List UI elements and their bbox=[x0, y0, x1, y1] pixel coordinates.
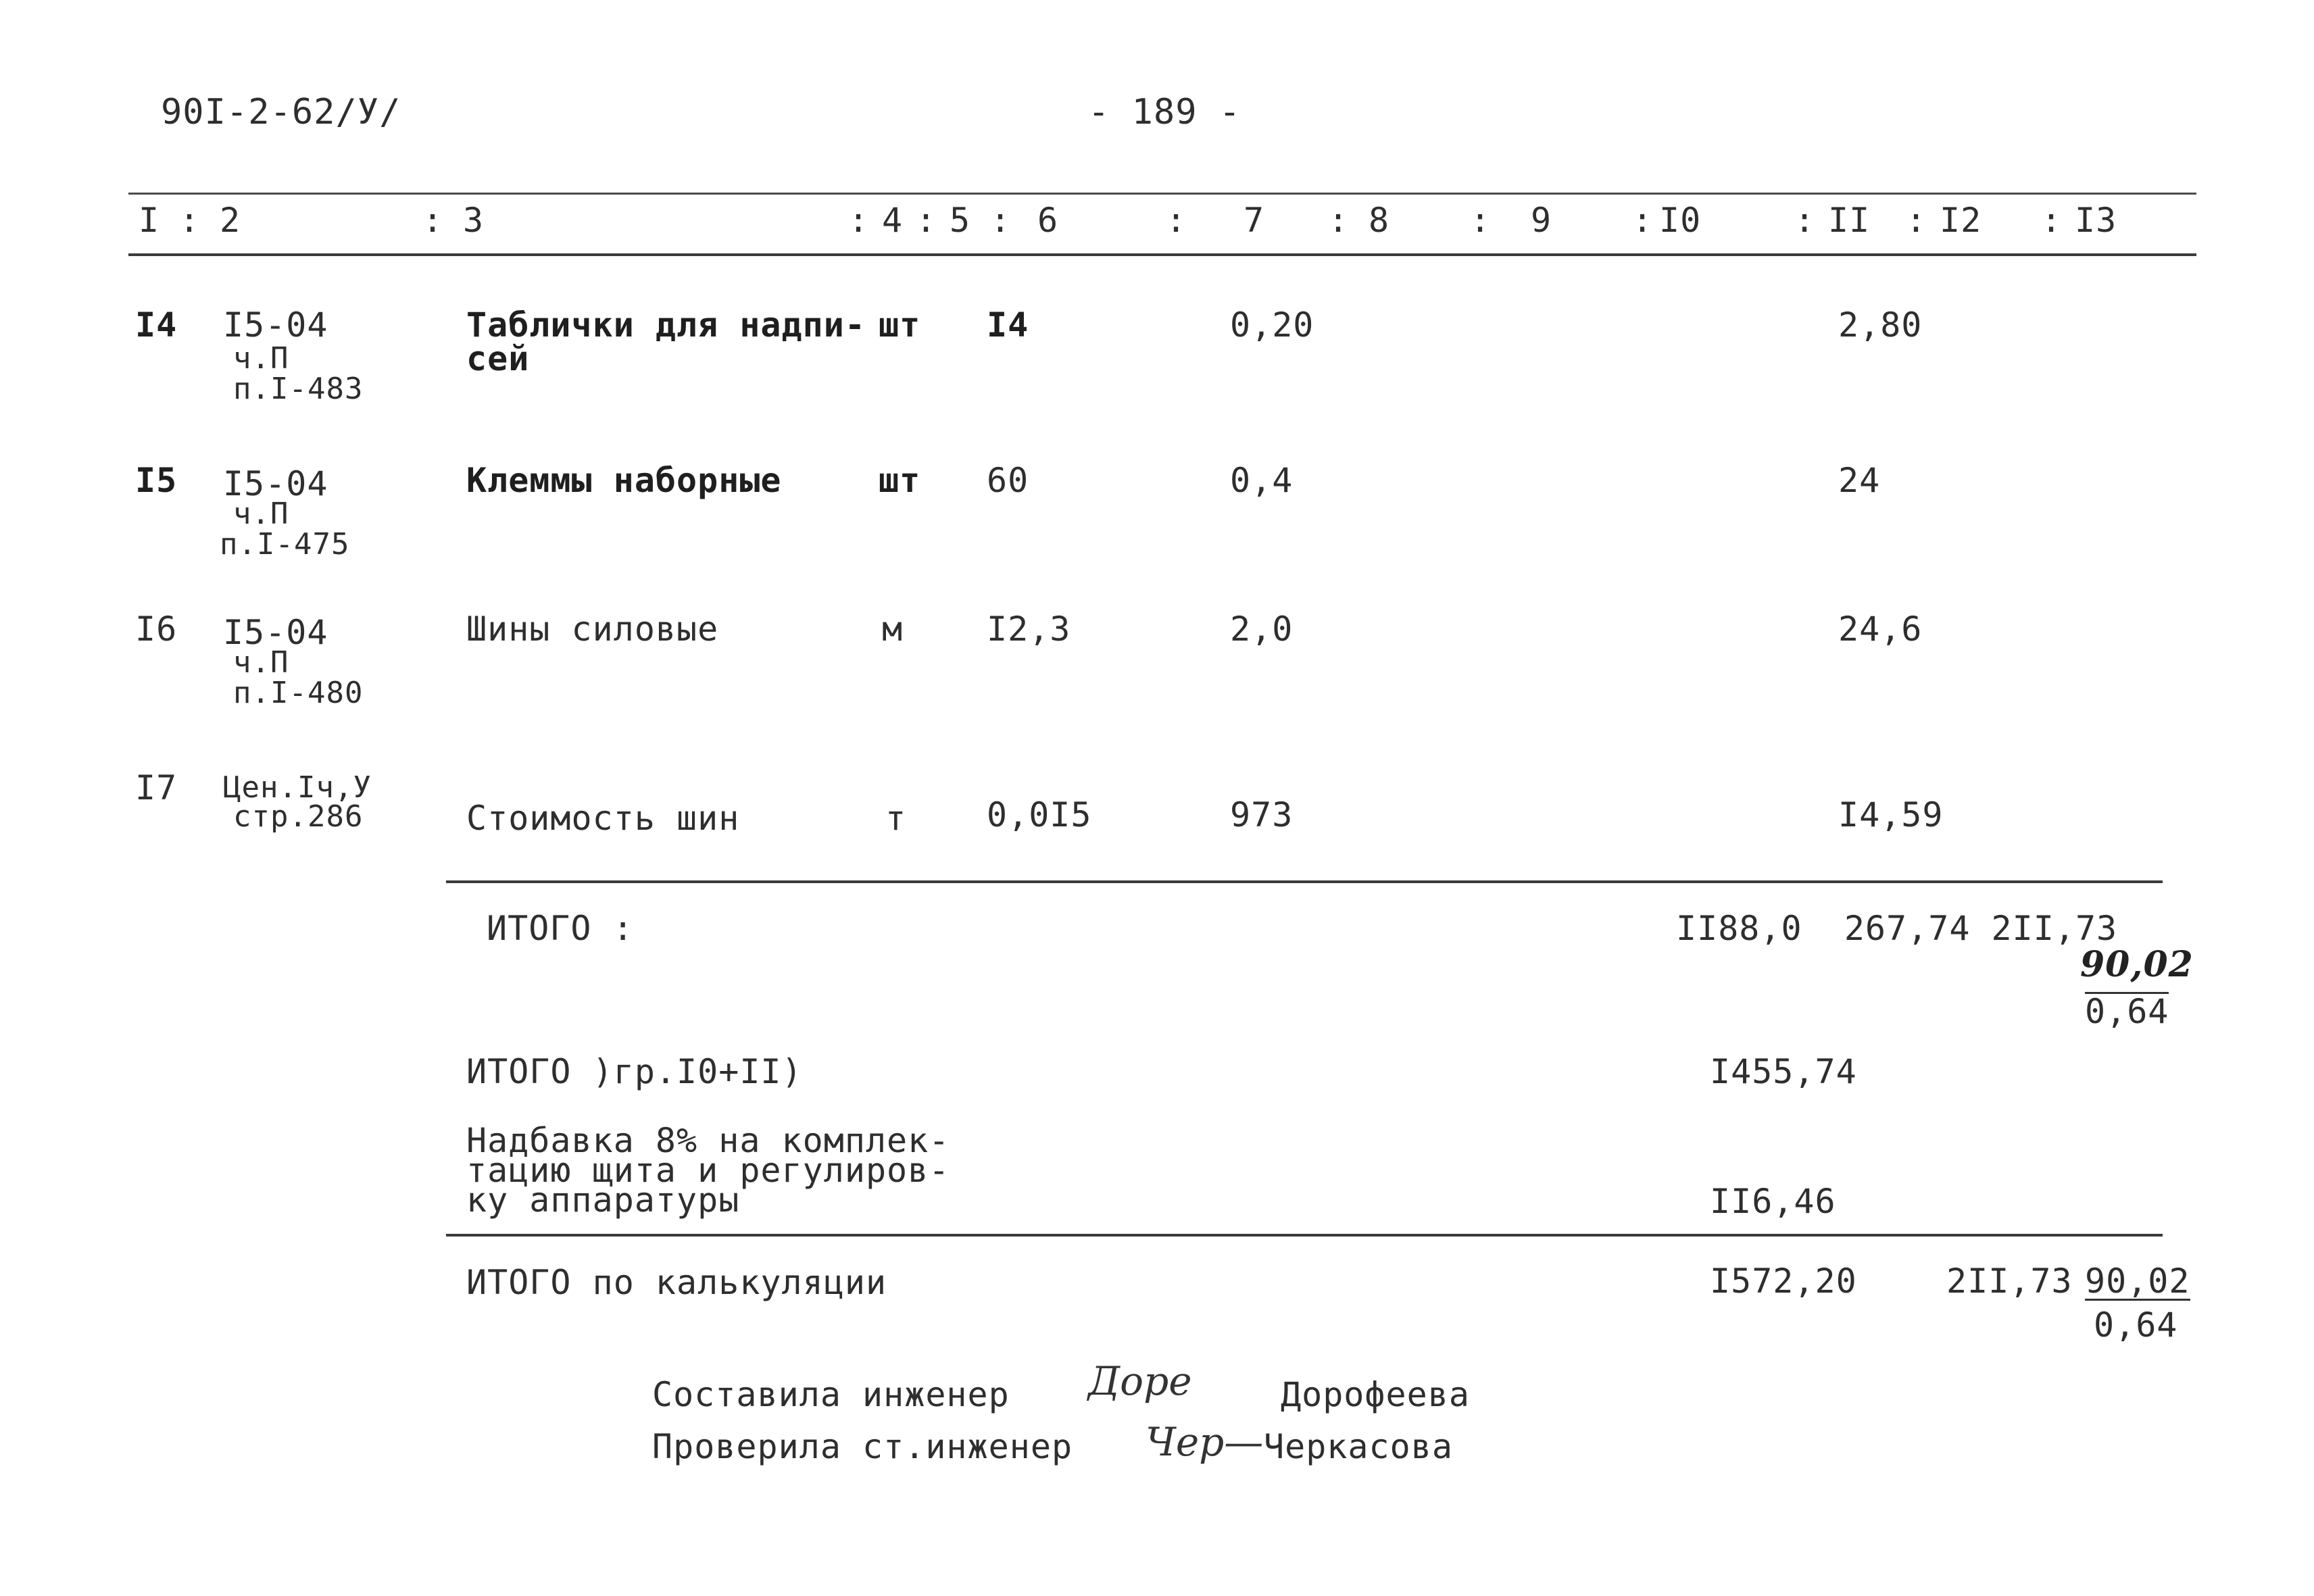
col-sep: : bbox=[990, 201, 1012, 240]
row-price: 0,20 bbox=[1230, 305, 1314, 345]
col-header: 8 bbox=[1369, 201, 1390, 240]
row-name: Таблички для надпи- bbox=[466, 305, 866, 345]
calculation-total-value: I572,20 bbox=[1710, 1262, 1857, 1301]
row-ref: п.I-475 bbox=[220, 527, 350, 562]
row-qty: 0,0I5 bbox=[987, 795, 1092, 834]
row-number: I7 bbox=[135, 768, 178, 807]
col-sep: : bbox=[1328, 201, 1350, 240]
row-name: Клеммы наборные bbox=[466, 461, 782, 500]
row-name: Шины силовые bbox=[466, 609, 719, 649]
col-sep: : bbox=[1166, 201, 1187, 240]
total-label: ИТОГО : bbox=[487, 909, 634, 948]
row-col11: 24 bbox=[1838, 461, 1881, 500]
row-ref: п.I-483 bbox=[233, 372, 364, 406]
col-header: 9 bbox=[1531, 201, 1552, 240]
total-group-value: I455,74 bbox=[1710, 1052, 1857, 1091]
total-values: II88,0 267,74 2II,73 bbox=[1676, 909, 2118, 948]
col-sep: : bbox=[848, 201, 870, 240]
col-header: 7 bbox=[1244, 201, 1265, 240]
col-header: 2 bbox=[220, 201, 241, 240]
row-name: Стоимость шин bbox=[466, 799, 740, 838]
col-sep: : bbox=[916, 201, 937, 240]
row-ref: ч.П bbox=[233, 497, 289, 531]
row-unit: т bbox=[885, 799, 907, 838]
surcharge-text: Надбавка 8% на комплек- bbox=[466, 1121, 950, 1160]
compiled-by-signature: Доре bbox=[1088, 1358, 1192, 1404]
surcharge-value: II6,46 bbox=[1710, 1182, 1836, 1221]
col-sep: : bbox=[422, 201, 444, 240]
row-qty: 60 bbox=[987, 461, 1029, 500]
row-ref: ч.П bbox=[233, 645, 289, 680]
row-ref: стр.286 bbox=[233, 799, 364, 834]
row-number: I4 bbox=[135, 305, 178, 345]
row-ref: Цен.Iч,У bbox=[223, 770, 372, 805]
row-col11: 2,80 bbox=[1838, 305, 1923, 345]
col-header: I bbox=[139, 201, 160, 240]
row-number: I6 bbox=[135, 609, 178, 649]
row-unit: м bbox=[882, 609, 904, 649]
row-price: 2,0 bbox=[1230, 609, 1294, 649]
document-code: 90I-2-62/У/ bbox=[161, 92, 401, 132]
row-col11: I4,59 bbox=[1838, 795, 1944, 834]
col-header: 3 bbox=[463, 201, 485, 240]
checked-by-signature: Чер— bbox=[1146, 1419, 1264, 1465]
row-ref: ч.П bbox=[233, 341, 289, 376]
total-handwritten-bottom: 0,64 bbox=[2085, 992, 2169, 1031]
checked-by-name: Черкасова bbox=[1264, 1427, 1453, 1466]
row-col11: 24,6 bbox=[1838, 609, 1923, 649]
surcharge-text: тацию щита и регулиров- bbox=[466, 1151, 950, 1190]
col-sep: : bbox=[1794, 201, 1816, 240]
col-header: 6 bbox=[1037, 201, 1059, 240]
header-top-rule bbox=[128, 193, 2196, 195]
total-group-label: ИТОГО )гр.I0+II) bbox=[466, 1052, 803, 1091]
rows-bottom-rule bbox=[446, 880, 2163, 883]
col-sep: : bbox=[2041, 201, 2063, 240]
col-sep: : bbox=[1470, 201, 1492, 240]
compiled-by-label: Составила инженер bbox=[652, 1375, 1010, 1414]
calculation-total-label: ИТОГО по калькуляции bbox=[466, 1263, 887, 1302]
checked-by-label: Проверила ст.инженер bbox=[652, 1427, 1073, 1466]
col-header: II bbox=[1828, 201, 1871, 240]
row-qty: I2,3 bbox=[987, 609, 1071, 649]
row-number: I5 bbox=[135, 461, 178, 500]
row-price: 0,4 bbox=[1230, 461, 1294, 500]
compiled-by-name: Дорофеева bbox=[1281, 1375, 1470, 1414]
row-ref: I5-04 bbox=[223, 464, 328, 503]
header-bottom-rule bbox=[128, 253, 2196, 256]
col-sep: : bbox=[1632, 201, 1654, 240]
col-header: 4 bbox=[882, 201, 904, 240]
row-qty: I4 bbox=[987, 305, 1029, 345]
row-name: сей bbox=[466, 339, 530, 378]
col-header: I0 bbox=[1659, 201, 1702, 240]
surcharge-bottom-rule bbox=[446, 1234, 2163, 1237]
row-ref: I5-04 bbox=[223, 305, 328, 345]
row-unit: шт bbox=[879, 305, 921, 345]
col-header: I2 bbox=[1940, 201, 1982, 240]
col-header: I3 bbox=[2075, 201, 2117, 240]
col-sep: : bbox=[1906, 201, 1927, 240]
total-handwritten-top: 90,02 bbox=[2080, 944, 2194, 985]
row-ref: I5-04 bbox=[223, 613, 328, 652]
row-unit: шт bbox=[879, 461, 921, 500]
col-header: 5 bbox=[950, 201, 971, 240]
calculation-total-value: 0,64 bbox=[2094, 1305, 2178, 1345]
page-number: - 189 - bbox=[1088, 92, 1241, 132]
col-sep: : bbox=[179, 201, 201, 240]
row-price: 973 bbox=[1230, 795, 1294, 834]
surcharge-text: ку аппаратуры bbox=[466, 1180, 740, 1220]
calculation-total-value: 90,02 bbox=[2085, 1262, 2190, 1301]
row-ref: п.I-480 bbox=[233, 676, 364, 710]
calculation-total-value: 2II,73 bbox=[1946, 1262, 2073, 1301]
